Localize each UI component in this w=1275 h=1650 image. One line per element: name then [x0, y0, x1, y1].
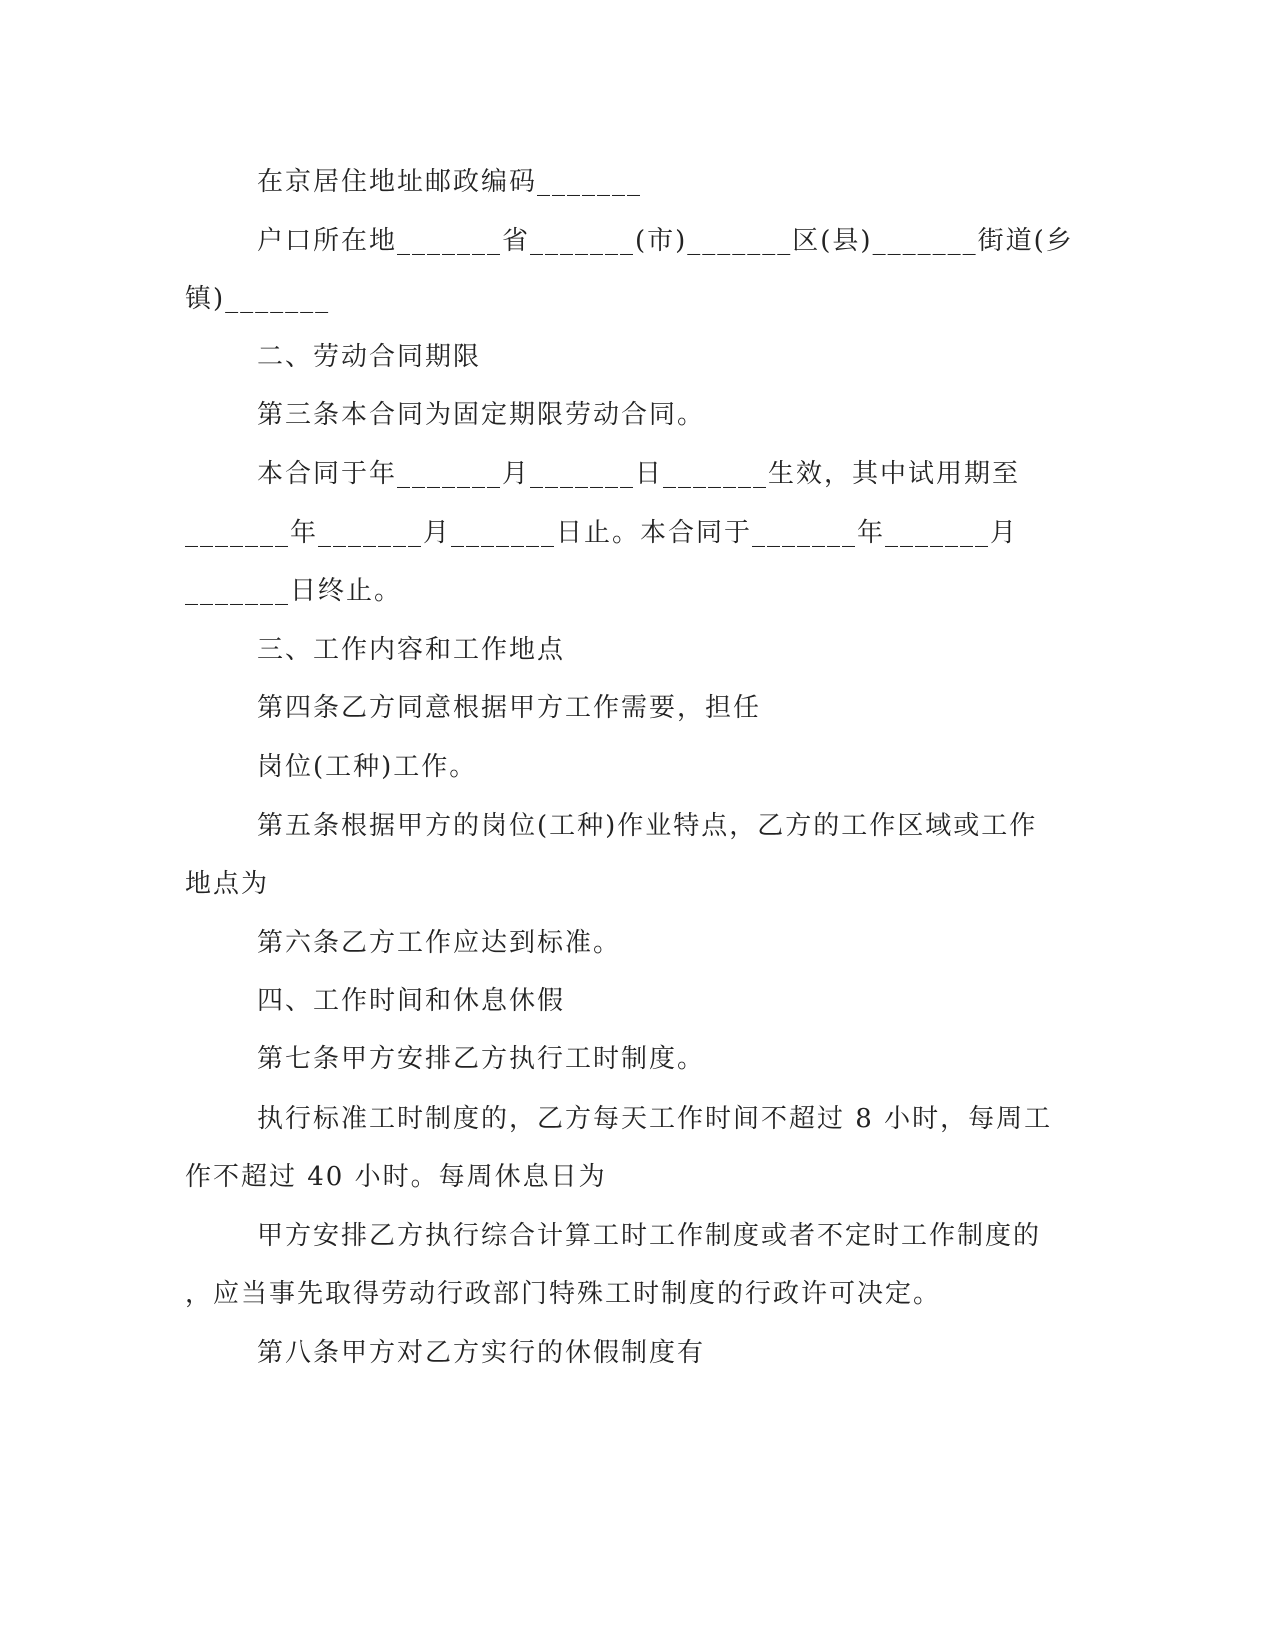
address-postcode-line: 在京居住地址邮政编码_______ — [257, 167, 643, 197]
special-hours-line: 甲方安排乙方执行综合计算工时工作制度或者不定时工作制度的 — [257, 1221, 1042, 1251]
contract-effective-line-cont: _______年_______月_______日止。本合同于_______年_______月 — [185, 518, 1019, 548]
section-heading-work-hours: 四、工作时间和休息休假 — [257, 986, 566, 1016]
special-hours-line-cont: ，应当事先取得劳动行政部门特殊工时制度的行政许可决定。 — [185, 1279, 942, 1309]
article-7: 第七条甲方安排乙方执行工时制度。 — [257, 1044, 706, 1074]
article-4-cont: 岗位(工种)工作。 — [257, 752, 478, 782]
contract-effective-line: 本合同于年_______月_______日_______生效，其中试用期至 — [257, 459, 1021, 489]
article-5: 第五条根据甲方的岗位(工种)作业特点，乙方的工作区域或工作 — [257, 811, 1038, 841]
article-5-cont: 地点为 — [185, 869, 270, 899]
contract-termination-line: _______日终止。 — [185, 576, 403, 606]
article-4: 第四条乙方同意根据甲方工作需要，担任 — [257, 693, 762, 723]
household-registration-line: 户口所在地_______省_______(市)_______区(县)_______街道(乡 — [257, 226, 1074, 256]
section-heading-work-content: 三、工作内容和工作地点 — [257, 635, 566, 665]
standard-hours-line: 执行标准工时制度的，乙方每天工作时间不超过 8 小时，每周工 — [257, 1104, 1053, 1134]
standard-hours-line-cont: 作不超过 40 小时。每周休息日为 — [185, 1162, 607, 1192]
household-registration-line-cont: 镇)_______ — [185, 284, 331, 314]
article-3: 第三条本合同为固定期限劳动合同。 — [257, 400, 706, 430]
article-6: 第六条乙方工作应达到标准。 — [257, 928, 622, 958]
section-heading-contract-term: 二、劳动合同期限 — [257, 342, 482, 372]
article-8: 第八条甲方对乙方实行的休假制度有 — [257, 1338, 706, 1368]
